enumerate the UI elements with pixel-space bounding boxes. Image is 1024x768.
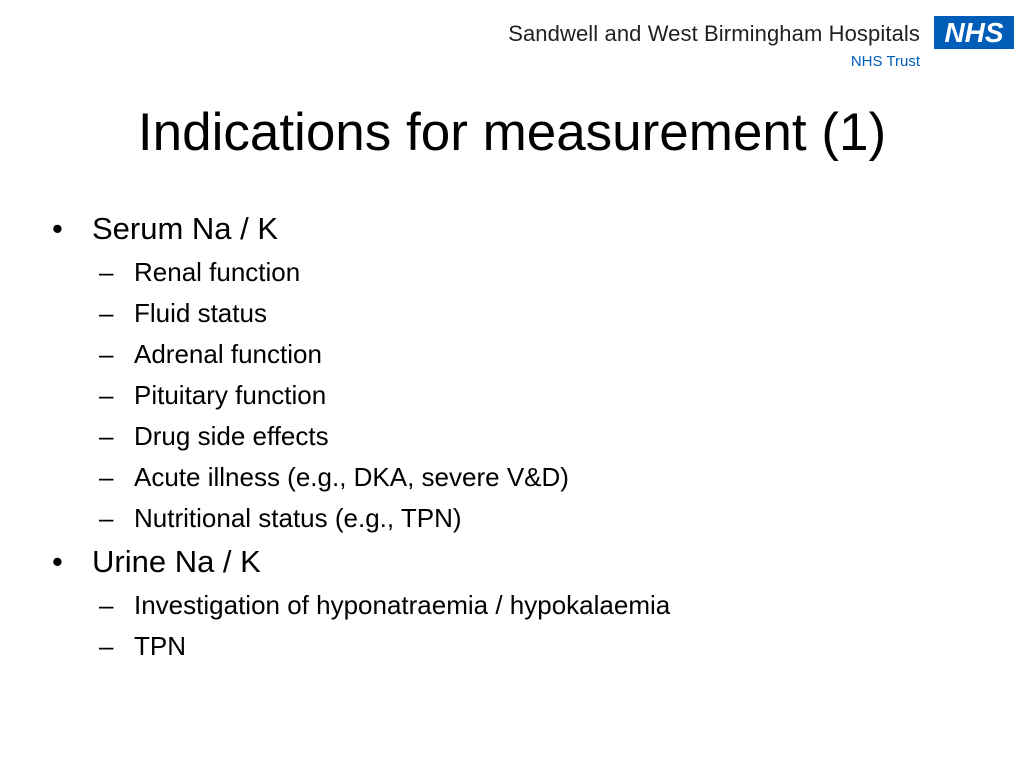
bullet-item (50, 206, 990, 252)
sub-bullet-item (50, 457, 990, 498)
bullet-group-urine (50, 539, 990, 667)
organisation-subtitle: NHS Trust (850, 53, 920, 70)
sub-bullet-label: Renal function (134, 257, 301, 287)
dash-icon: – (99, 339, 114, 369)
slide-title: Indications for measurement (1) (137, 103, 887, 162)
bullet-item (50, 539, 990, 585)
dash-icon: – (99, 590, 114, 620)
bullet-label: Urine Na / K (92, 544, 261, 579)
bullet-dot-icon: • (52, 211, 63, 246)
sub-bullet-item (50, 375, 990, 416)
sub-bullet-label: Acute illness (e.g., DKA, severe V&D) (134, 462, 569, 492)
sub-bullet-label: TPN (134, 631, 186, 661)
sub-bullet-label: Fluid status (134, 298, 267, 328)
dash-icon: – (99, 503, 114, 533)
sub-bullet-label: Drug side effects (134, 421, 329, 451)
sub-bullet-item (50, 334, 990, 375)
sub-bullet-item (50, 252, 990, 293)
sub-bullet-label: Nutritional status (e.g., TPN) (134, 503, 462, 533)
bullet-label: Serum Na / K (92, 211, 279, 246)
dash-icon: – (99, 462, 114, 492)
sub-bullet-label: Adrenal function (134, 339, 322, 369)
sub-bullet-item (50, 416, 990, 457)
bullet-list (50, 206, 990, 667)
organisation-name: Sandwell and West Birmingham Hospitals (508, 21, 920, 46)
sub-bullet-item (50, 293, 990, 334)
dash-icon: – (99, 631, 114, 661)
nhs-logo: NHS (934, 16, 1014, 49)
bullet-dot-icon: • (52, 544, 63, 579)
sub-bullet-item (50, 626, 990, 667)
organisation-header (440, 20, 920, 72)
dash-icon: – (99, 298, 114, 328)
sub-bullet-label: Pituitary function (134, 380, 327, 410)
dash-icon: – (99, 380, 114, 410)
dash-icon: – (99, 257, 114, 287)
dash-icon: – (99, 421, 114, 451)
sub-bullet-item (50, 585, 990, 626)
bullet-group-serum (50, 206, 990, 539)
sub-bullet-item (50, 498, 990, 539)
sub-bullet-label: Investigation of hyponatraemia / hypokalaemia (134, 590, 671, 620)
